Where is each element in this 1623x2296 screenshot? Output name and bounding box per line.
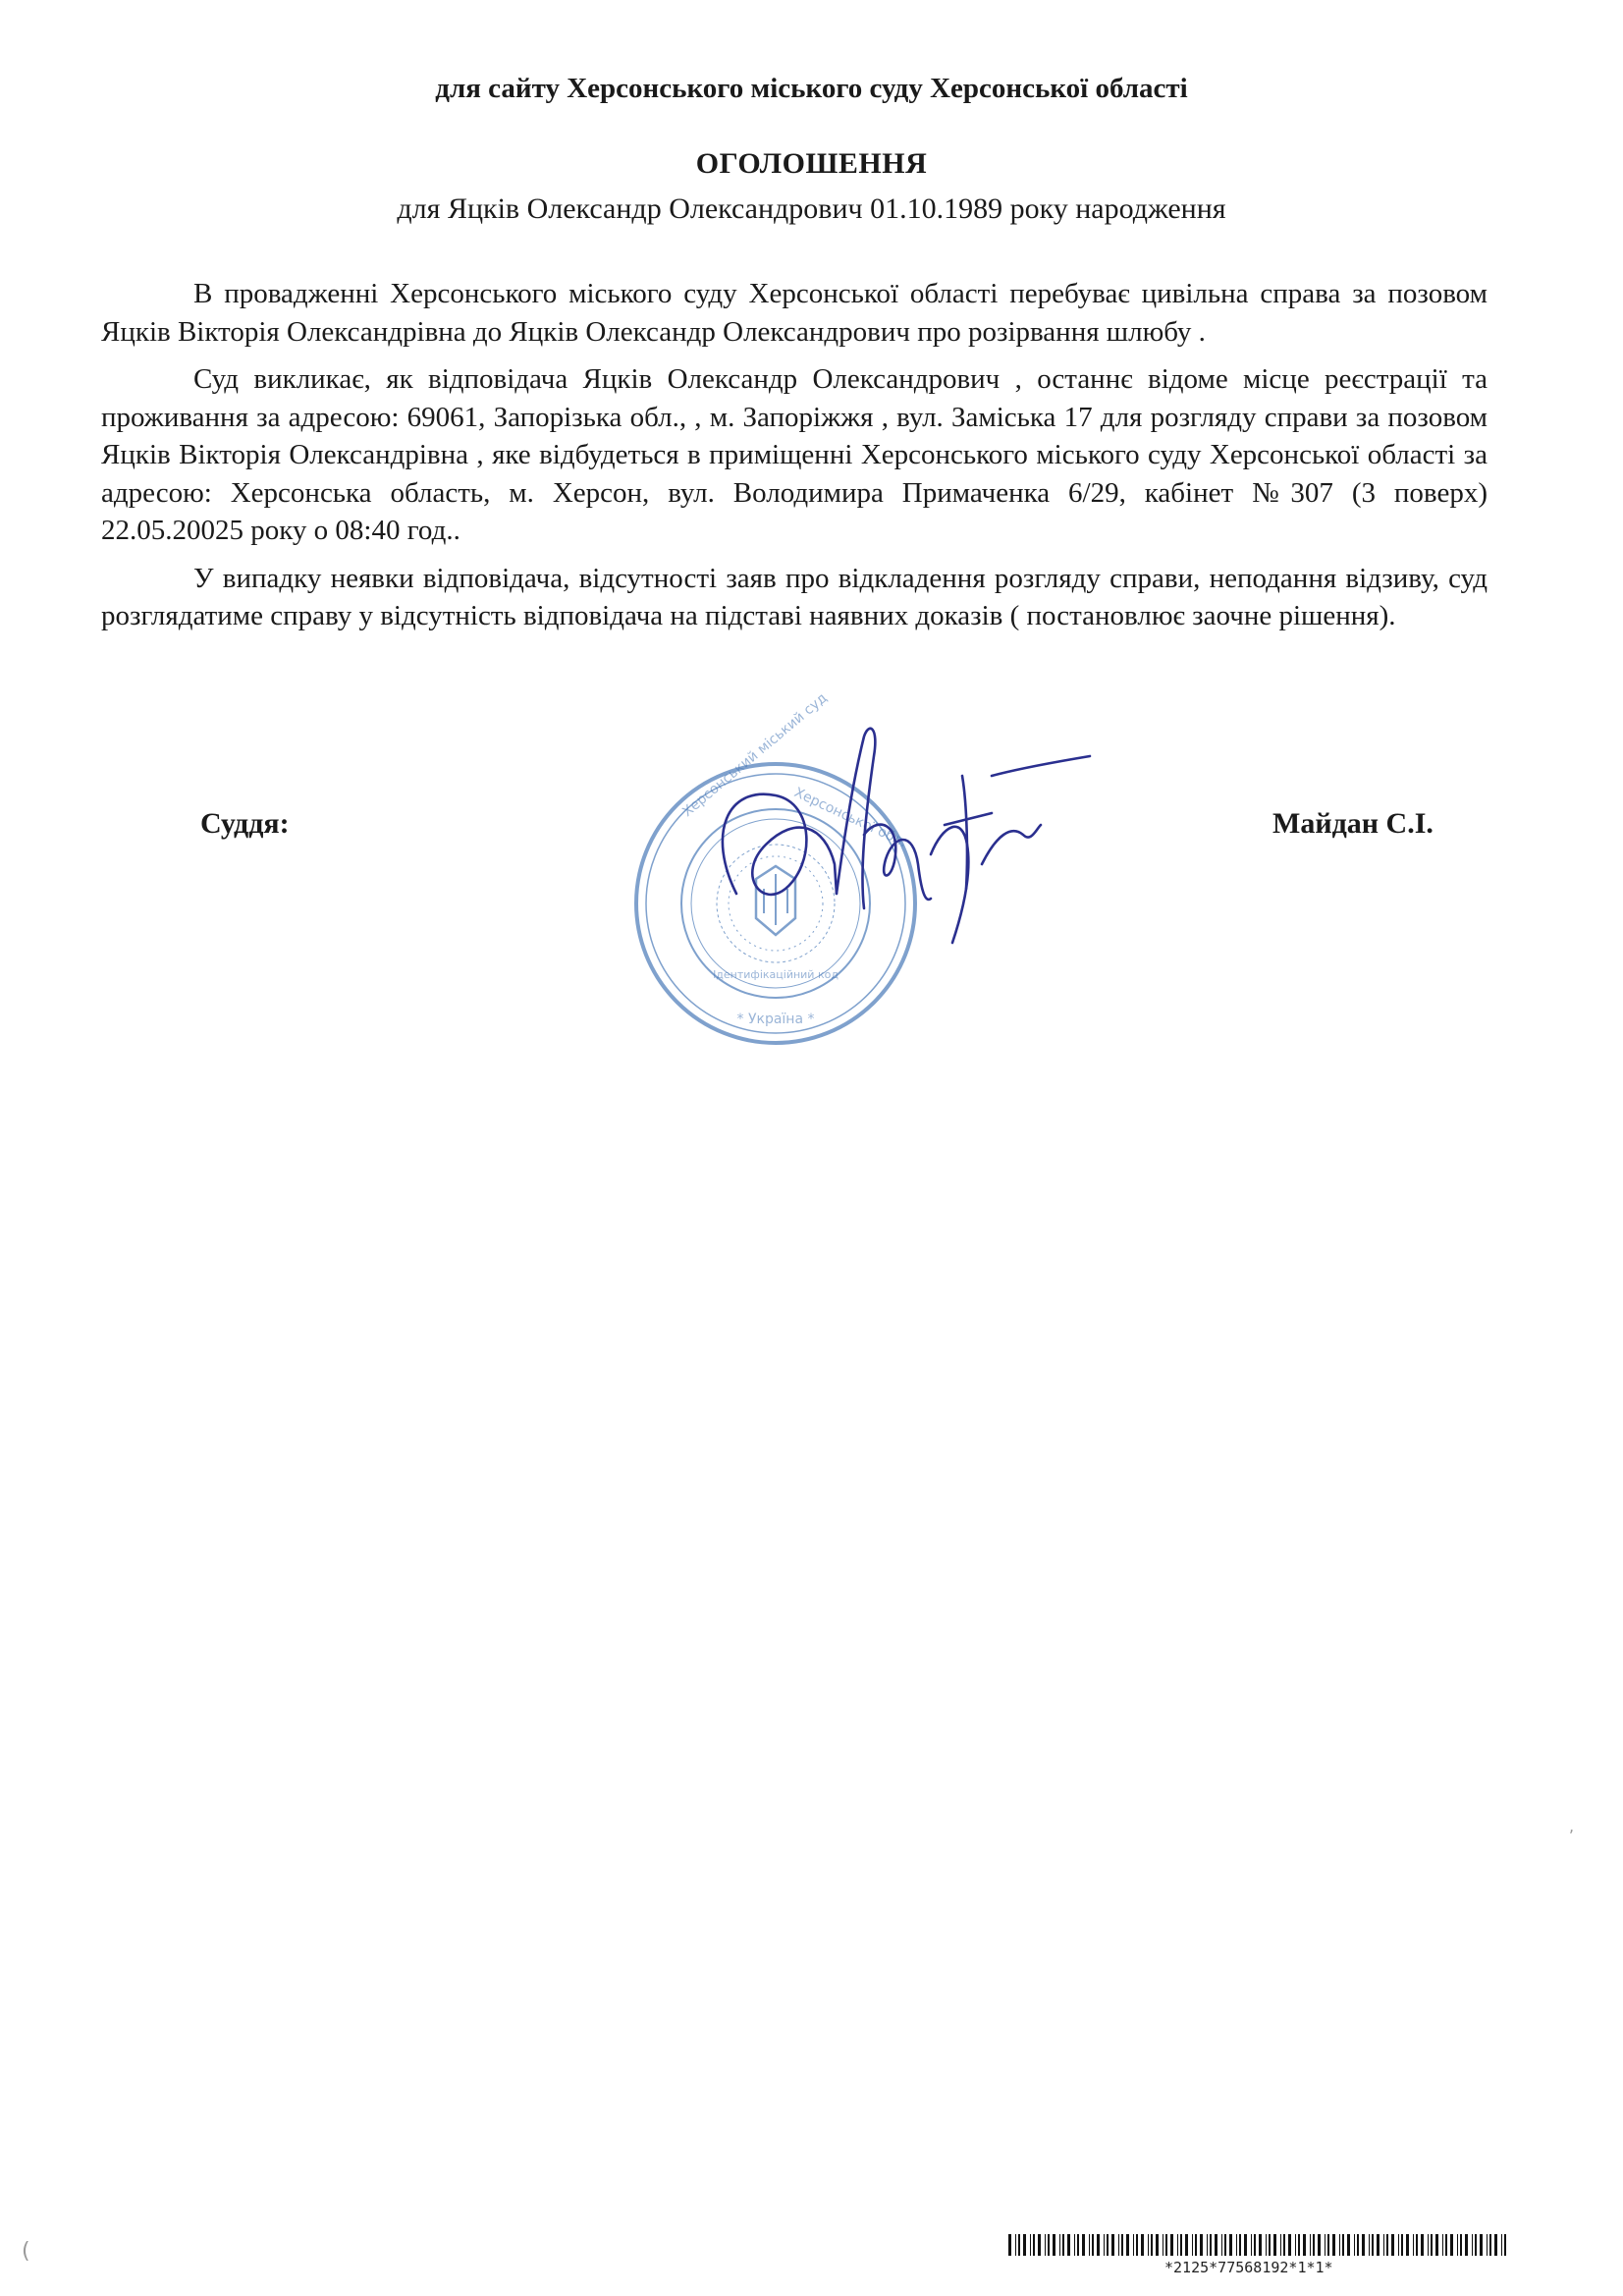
announcement-body [101, 275, 1488, 645]
document-barcode [1008, 2234, 1509, 2256]
paragraph-default-notice: У випадку неявки відповідача, відсутності заяв про відкладення розгляду справи, неподання відзиву, суд розглядатиме справу у відсутність відповідача на підставі наявних доказів ( постановлює заочне рішення). [101, 562, 1488, 631]
svg-text:Ідентифікаційний код: Ідентифікаційний код [713, 968, 839, 981]
svg-text:Херсонський міський суд: Херсонський міський суд [679, 689, 831, 821]
signature-row [0, 807, 1623, 856]
announcement-title: ОГОЛОШЕННЯ [695, 147, 928, 180]
announcement-subtitle: для Яцків Олександр Олександрович 01.10.1989 року народження [397, 192, 1226, 225]
paragraph-case: В провадженні Херсонського міського суду Херсонської області перебуває цивільна справа за позовом Яцків Вікторія Олександрівна до Яцків Олександр Олександрович про розірвання шлюбу . [101, 278, 1488, 348]
judge-name: Майдан С.І. [1272, 807, 1434, 840]
svg-text:Херсонської обл.: Херсонської обл. [791, 785, 909, 851]
paragraph-summons: Суд викликає, як відповідача Яцків Олександр Олександрович , останнє відоме місце реєстрації та проживання за адресою: 69061, Запорізька обл., , м. Запоріжжя , вул. Заміська 17 для розгляду справи за позовом Яцків Вікторія Олександрівна , яке відбудеться в приміщенні Херсонського міського суду Херсонської області за адресою: Херсонська область, м. Херсон, вул. Володимира Примаченка 6/29, кабінет №307 (3 поверх) 22.05.20025 року о 08:40 год.. [101, 363, 1488, 546]
page-header: для сайту Херсонського міського суду Херсонської області [435, 73, 1188, 104]
scan-speck: ( [22, 2239, 30, 2264]
barcode-number: *2125*77568192*1*1* [1164, 2259, 1333, 2276]
scan-speck: , [1569, 1817, 1575, 1835]
judge-label: Суддя: [200, 807, 290, 840]
svg-text:* Україна *: * Україна * [736, 1011, 815, 1027]
